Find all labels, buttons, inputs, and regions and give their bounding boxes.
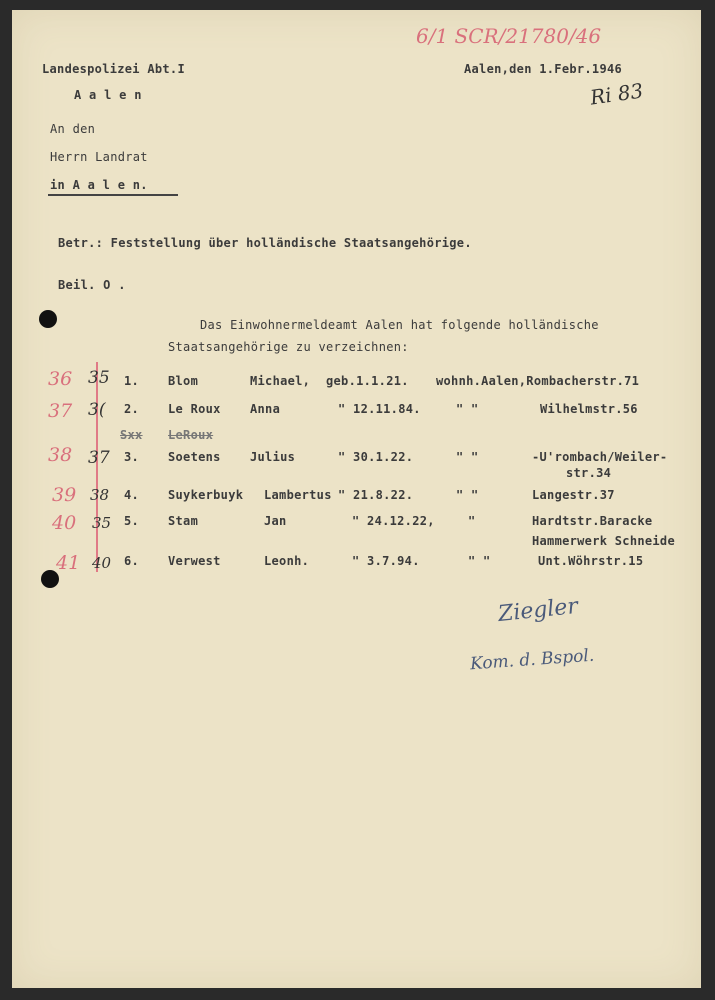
row-given-name: Lambertus — [264, 488, 332, 502]
row-given-name: Anna — [250, 402, 281, 416]
row-residence: " " — [456, 402, 479, 416]
intro-line2: Staatsangehörige zu verzeichnen: — [168, 340, 409, 354]
row-number-black: 3( — [88, 400, 106, 420]
row-given-name: Julius — [250, 450, 296, 464]
row-birth: " 21.8.22. — [338, 488, 414, 502]
row-number-red: 36 — [48, 368, 73, 390]
row-index: 3. — [124, 450, 140, 464]
struck-text-a: Sxx — [120, 428, 143, 442]
row-residence: " — [468, 514, 476, 528]
row-birth: geb.1.1.21. — [326, 374, 409, 388]
archive-note: 6/1 SCR/21780/46 — [416, 24, 602, 48]
row-address: Wilhelmstr.56 — [540, 402, 638, 416]
row-residence: wohnh.Aalen,Rombacherstr.71 — [436, 374, 640, 388]
row-surname: Stam — [168, 514, 199, 528]
row-residence: " " — [468, 554, 491, 568]
struck-text-b: LeRoux — [168, 428, 214, 442]
subject-line: Betr.: Feststellung über holländische Staatsangehörige. — [58, 236, 472, 250]
row-number-black: 35 — [92, 514, 112, 532]
row-address: Hardtstr.Baracke — [532, 514, 653, 528]
row-birth: " 24.12.22, — [352, 514, 435, 528]
row-number-red: 41 — [56, 552, 81, 574]
row-address: Langestr.37 — [532, 488, 615, 502]
row-birth: " 12.11.84. — [338, 402, 421, 416]
punch-hole-top — [39, 310, 57, 328]
row-surname: Verwest — [168, 554, 221, 568]
letter-date: Aalen,den 1.Febr.1946 — [464, 62, 623, 76]
signature: Ziegler — [496, 593, 580, 628]
signature-title: Kom. d. Bspol. — [469, 645, 595, 675]
row-index: 5. — [124, 514, 140, 528]
row-index: 2. — [124, 402, 140, 416]
row-address: Unt.Wöhrstr.15 — [538, 554, 644, 568]
org-city: A a l e n — [74, 88, 142, 102]
intro-line1: Das Einwohnermeldeamt Aalen hat folgende holländische — [200, 318, 599, 332]
row-given-name: Jan — [264, 514, 287, 528]
document-page — [12, 10, 701, 988]
row-address: -U'rombach/Weiler- — [532, 450, 668, 464]
row-number-red: 39 — [52, 484, 77, 506]
row-number-black: 38 — [90, 486, 110, 504]
row-number-red: 40 — [52, 512, 77, 534]
row-given-name: Leonh. — [264, 554, 310, 568]
row-residence: " " — [456, 450, 479, 464]
archive-ref: Ri 83 — [588, 78, 645, 110]
row-given-name: Michael, — [250, 374, 311, 388]
row-birth: " 30.1.22. — [338, 450, 414, 464]
recipient-line1: An den — [50, 122, 96, 136]
row-surname: Blom — [168, 374, 199, 388]
row-number-red: 37 — [48, 400, 73, 422]
row-number-black: 35 — [88, 368, 110, 388]
row-surname: Suykerbuyk — [168, 488, 244, 502]
row-surname: Soetens — [168, 450, 221, 464]
row-address-line2: Hammerwerk Schneide — [532, 534, 675, 548]
row-index: 4. — [124, 488, 140, 502]
row-number-black: 37 — [88, 448, 110, 468]
row-address-line2: str.34 — [566, 466, 612, 480]
enclosure-line: Beil. O . — [58, 278, 126, 292]
row-number-red: 38 — [48, 444, 73, 466]
row-residence: " " — [456, 488, 479, 502]
row-number-black: 40 — [92, 554, 112, 572]
recipient-line2: Herrn Landrat — [50, 150, 148, 164]
org-name: Landespolizei Abt.I — [42, 62, 185, 76]
row-birth: " 3.7.94. — [352, 554, 420, 568]
row-index: 1. — [124, 374, 140, 388]
row-index: 6. — [124, 554, 140, 568]
recipient-underline — [48, 194, 178, 196]
recipient-line3: in A a l e n. — [50, 178, 148, 192]
row-surname: Le Roux — [168, 402, 221, 416]
